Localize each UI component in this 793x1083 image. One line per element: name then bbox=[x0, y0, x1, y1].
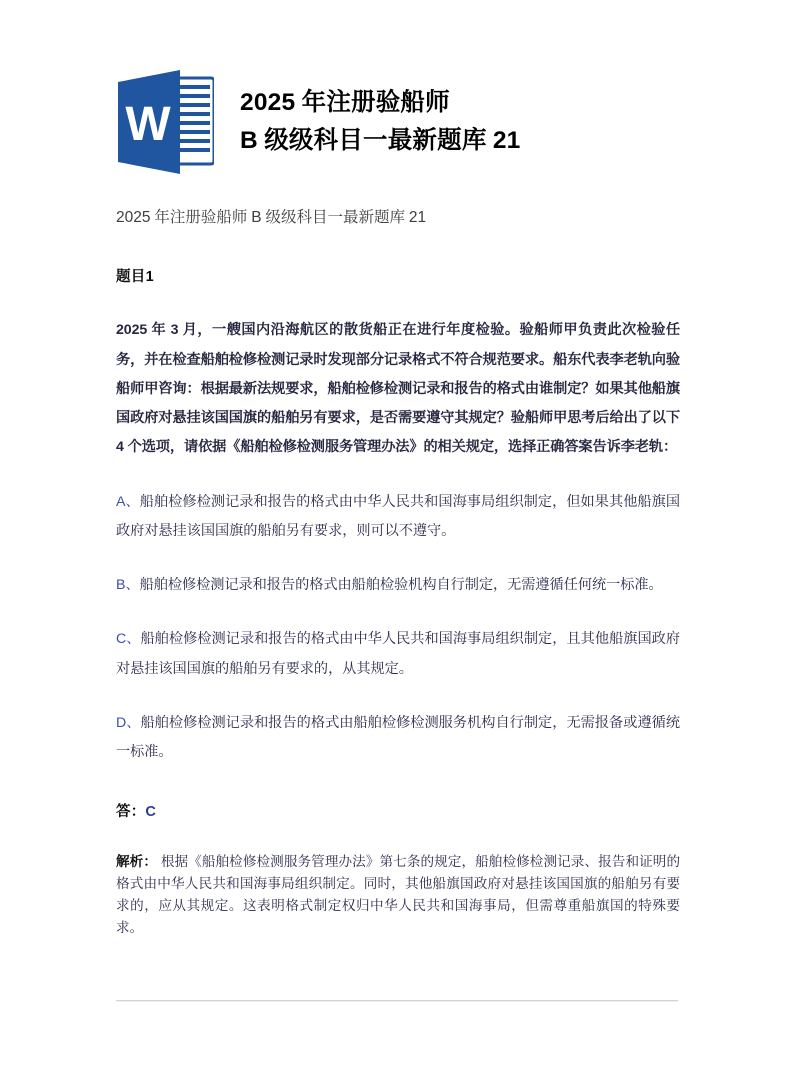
answer-option-b[interactable] bbox=[116, 571, 680, 600]
explanation-label: 解析： bbox=[116, 854, 157, 870]
option-separator-d: 、 bbox=[126, 714, 141, 731]
question-heading-label: 题目 bbox=[116, 269, 146, 286]
section-divider bbox=[116, 1000, 678, 1002]
document-body bbox=[0, 206, 793, 939]
document-subtitle: 2025 年注册验船师 B 级级科目一最新题库 21 bbox=[116, 209, 427, 226]
option-letter-c: C bbox=[116, 631, 127, 648]
question-heading-number: 1 bbox=[145, 269, 154, 286]
option-separator-b: 、 bbox=[125, 577, 140, 593]
option-letter-a: A bbox=[116, 493, 126, 510]
option-separator-c: 、 bbox=[126, 631, 141, 648]
document-title-line-1: 2025 年注册验船师 bbox=[240, 89, 450, 117]
answer-option-d[interactable] bbox=[116, 709, 680, 768]
answer-option-a[interactable] bbox=[116, 488, 680, 547]
answer-line bbox=[116, 800, 680, 821]
option-text-a: 船舶检修检测记录和报告的格式由中华人民共和国海事局组织制定，但如果其他船旗国政府对悬挂该国国旗的船舶另有要求，则可以不遵守。 bbox=[116, 493, 681, 539]
option-separator-a: 、 bbox=[125, 493, 140, 510]
answer-label: 答： bbox=[116, 804, 146, 821]
document-header bbox=[0, 0, 793, 174]
option-letter-d: D bbox=[116, 714, 127, 731]
question-heading bbox=[116, 265, 680, 286]
document-title bbox=[240, 84, 521, 160]
document-title-line-2: B 级级科目一最新题库 21 bbox=[240, 127, 521, 154]
option-text-b: 船舶检修检测记录和报告的格式由船舶检验机构自行制定，无需遵循任何统一标准。 bbox=[139, 577, 663, 593]
answer-option-c[interactable] bbox=[116, 625, 680, 684]
explanation-text: 根据《船舶检修检测服务管理办法》第七条的规定，船舶检修检测记录、报告和证明的格式由中华人民共和国海事局组织制定。同时，其他船旗国政府对悬挂该国国旗的船舶另有要求的，应从其规定。这表明格式制定权归中华人民共和国海事局，但需尊重船旗国的特殊要求。 bbox=[116, 854, 680, 936]
svg-text:W: W bbox=[125, 98, 171, 151]
explanation-block bbox=[116, 851, 680, 939]
option-text-c: 船舶检修检测记录和报告的格式由中华人民共和国海事局组织制定，且其他船旗国政府对悬挂该国国旗的船舶另有要求的，从其规定。 bbox=[116, 631, 680, 677]
answer-value: C bbox=[145, 804, 157, 821]
question-stem: 2025 年 3 月，一艘国内沿海航区的散货船正在进行年度检验。验船师甲负责此次检验任务，并在检查船舶检修检测记录时发现部分记录格式不符合规范要求。船东代表李老轨向验船师甲咨询：根据最新法规要求，船舶检修检测记录和报告的格式由谁制定？如果其他船旗国政府对悬挂该国国旗的船舶另有要求，是否需要遵守其规定？验船师甲思考后给出了以下 4 个选项，请依据《船舶检修检测服务管理办法》的相关规定，选择正确答案告诉李老轨： bbox=[116, 322, 680, 456]
word-document-icon bbox=[118, 70, 214, 174]
option-text-d: 船舶检修检测记录和报告的格式由船舶检修检测服务机构自行制定，无需报备或遵循统一标准。 bbox=[116, 714, 680, 760]
option-letter-b: B bbox=[116, 577, 126, 593]
